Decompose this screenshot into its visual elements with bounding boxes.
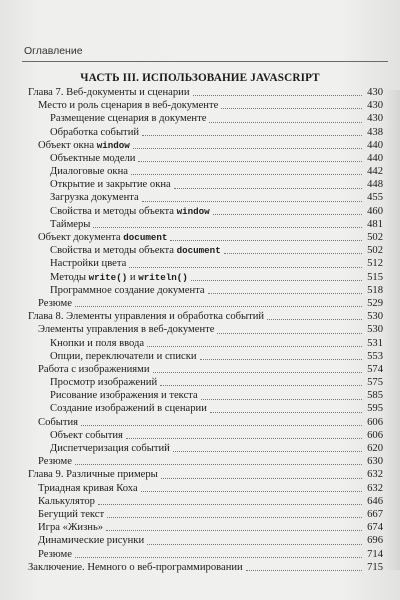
dot-leader — [147, 544, 362, 545]
toc-page-number: 460 — [367, 205, 383, 217]
toc-entry-title: Игра «Жизнь» — [38, 522, 104, 534]
toc-entry — [28, 112, 383, 125]
running-header: Оглавление — [24, 45, 83, 57]
toc-entry — [28, 534, 383, 547]
toc-page-number: 630 — [367, 456, 383, 468]
dot-leader — [75, 306, 362, 307]
toc-page-number: 518 — [367, 284, 383, 296]
dot-leader — [153, 372, 362, 373]
toc-entry — [28, 165, 383, 178]
page-edge-shadow — [384, 90, 400, 570]
dot-leader — [106, 530, 362, 531]
toc-entry-title: Свойства и методы объекта window — [50, 205, 210, 217]
toc-entry — [28, 508, 383, 521]
toc-entry-title: Таймеры — [50, 218, 91, 230]
dot-leader — [161, 478, 362, 479]
toc-entry-title: Объект события — [50, 429, 123, 441]
toc-entry — [28, 482, 383, 495]
toc-entry — [28, 192, 383, 205]
dot-leader — [129, 267, 362, 268]
toc-page-number: 430 — [367, 100, 383, 112]
part-title: ЧАСТЬ III. ИСПОЛЬЗОВАНИЕ JAVASCRIPT — [80, 72, 320, 84]
toc-entry — [28, 376, 383, 389]
toc-entry — [28, 363, 383, 376]
toc-page-number: 438 — [367, 126, 383, 138]
toc-entry-title: Объектные модели — [50, 152, 136, 164]
toc-entry-title: Калькулятор — [38, 495, 95, 507]
dot-leader — [147, 346, 362, 347]
toc-page-number: 530 — [367, 324, 383, 336]
toc-entry-title: Динамические рисунки — [38, 535, 145, 547]
toc-entry-title: Работа с изображениями — [38, 363, 150, 375]
toc-entry — [28, 152, 383, 165]
toc-page-number: 632 — [367, 482, 383, 494]
toc-page-number: 714 — [367, 548, 383, 560]
toc-entry — [28, 178, 383, 191]
toc-page-number: 606 — [367, 416, 383, 428]
toc-entry-title: Программное создание документа — [50, 284, 205, 296]
toc-entry — [28, 284, 383, 297]
toc-entry-title: Диспетчеризация событий — [50, 443, 170, 455]
toc-page-number: 455 — [367, 192, 383, 204]
toc-entry-title: Бегущий текст — [38, 508, 105, 520]
dot-leader — [191, 280, 362, 281]
toc-entry-title: Резюме — [38, 297, 72, 309]
toc-page-number: 667 — [367, 508, 383, 520]
toc-entry — [28, 231, 383, 244]
toc-entry-title: Опции, переключатели и списки — [50, 350, 197, 362]
toc-page-number: 440 — [367, 152, 383, 164]
toc-entry-title: Заключение. Немного о веб-программировании — [28, 561, 243, 573]
toc-page-number: 430 — [367, 113, 383, 125]
dot-leader — [174, 188, 362, 189]
toc-entry — [28, 86, 383, 99]
toc-page-number: 442 — [367, 166, 383, 178]
dot-leader — [142, 201, 362, 202]
toc-entry — [28, 139, 383, 152]
toc-page-number: 620 — [367, 443, 383, 455]
toc-page-number: 502 — [367, 245, 383, 257]
toc-entry — [28, 297, 383, 310]
toc-entry — [28, 561, 383, 574]
toc-entry — [28, 548, 383, 561]
dot-leader — [213, 214, 362, 215]
toc-entry-title: Открытие и закрытие окна — [50, 179, 171, 191]
dot-leader — [107, 517, 362, 518]
dot-leader — [133, 148, 362, 149]
toc-page-number: 575 — [367, 377, 383, 389]
toc-entry — [28, 521, 383, 534]
toc-page-number: 512 — [367, 258, 383, 270]
dot-leader — [173, 451, 362, 452]
toc-entry — [28, 442, 383, 455]
toc-page-number: 674 — [367, 522, 383, 534]
toc-entry-title: Объект окна window — [38, 139, 130, 151]
toc-page-number: 440 — [367, 139, 383, 151]
dot-leader — [221, 108, 362, 109]
dot-leader — [217, 333, 362, 334]
toc-entry — [28, 244, 383, 257]
toc-page-number: 448 — [367, 179, 383, 191]
toc-entry-title: Методы write() и writeln() — [50, 271, 188, 283]
toc-entry — [28, 257, 383, 270]
toc-page-number: 715 — [367, 561, 383, 573]
toc-entry — [28, 429, 383, 442]
toc-entry — [28, 389, 383, 402]
toc-entry — [28, 218, 383, 231]
toc-entry-title: Глава 8. Элементы управления и обработка событий — [28, 311, 265, 323]
toc-entry-title: Настройки цвета — [50, 258, 127, 270]
toc-entry-title: Кнопки и поля ввода — [50, 337, 145, 349]
dot-leader — [193, 95, 362, 96]
dot-leader — [126, 438, 362, 439]
dot-leader — [209, 122, 362, 123]
toc-entry — [28, 455, 383, 468]
toc-entry — [28, 323, 383, 336]
dot-leader — [201, 399, 362, 400]
toc-page-number: 530 — [367, 311, 383, 323]
dot-leader — [210, 412, 362, 413]
header-rule — [22, 61, 388, 62]
dot-leader — [138, 161, 362, 162]
toc-entry-title: Рисование изображения и текста — [50, 390, 198, 402]
dot-leader — [131, 174, 362, 175]
dot-leader — [142, 135, 362, 136]
toc-entry-title: Элементы управления в веб-документе — [38, 324, 215, 336]
toc-entry — [28, 99, 383, 112]
dot-leader — [81, 425, 362, 426]
dot-leader — [93, 227, 362, 228]
dot-leader — [208, 293, 362, 294]
toc-entry — [28, 271, 383, 284]
toc-page-number: 646 — [367, 495, 383, 507]
toc-page-number: 553 — [367, 350, 383, 362]
toc-entry — [28, 205, 383, 218]
toc-entry-title: Размещение сценария в документе — [50, 113, 207, 125]
toc-entry — [28, 468, 383, 481]
toc-page-number: 696 — [367, 535, 383, 547]
toc-entry-title: Объект документа document — [38, 232, 168, 244]
dot-leader — [141, 491, 362, 492]
toc-page-number: 574 — [367, 363, 383, 375]
toc-entry-title: Создание изображений в сценарии — [50, 403, 207, 415]
toc-entry — [28, 416, 383, 429]
toc-entry-title: Диалоговые окна — [50, 166, 128, 178]
toc-page-number: 585 — [367, 390, 383, 402]
dot-leader — [170, 240, 362, 241]
toc-page-number: 529 — [367, 297, 383, 309]
toc-entry — [28, 337, 383, 350]
table-of-contents — [28, 86, 383, 574]
toc-entry — [28, 310, 383, 323]
toc-entry-title: Загрузка документа — [50, 192, 139, 204]
toc-page-number: 430 — [367, 86, 383, 98]
toc-entry-title: Глава 9. Различные примеры — [28, 469, 158, 481]
toc-entry-title: Глава 7. Веб-документы и сценарии — [28, 86, 190, 98]
toc-entry-title: Место и роль сценария в веб-документе — [38, 100, 219, 112]
dot-leader — [75, 557, 362, 558]
dot-leader — [200, 359, 362, 360]
toc-entry-title: Свойства и методы объекта document — [50, 245, 221, 257]
dot-leader — [160, 385, 362, 386]
toc-entry — [28, 126, 383, 139]
toc-entry-title: События — [38, 416, 79, 428]
toc-entry-title: Резюме — [38, 548, 72, 560]
toc-page-number: 595 — [367, 403, 383, 415]
toc-entry-title: Резюме — [38, 456, 72, 468]
toc-page-number: 531 — [367, 337, 383, 349]
toc-page-number: 481 — [367, 218, 383, 230]
dot-leader — [75, 464, 362, 465]
toc-page-number: 632 — [367, 469, 383, 481]
toc-entry-title: Обработка событий — [50, 126, 140, 138]
toc-page-number: 502 — [367, 232, 383, 244]
toc-page-number: 606 — [367, 429, 383, 441]
toc-entry-title: Триадная кривая Коха — [38, 482, 138, 494]
dot-leader — [267, 319, 362, 320]
toc-page-number: 515 — [367, 271, 383, 283]
dot-leader — [98, 504, 362, 505]
toc-entry — [28, 495, 383, 508]
dot-leader — [224, 253, 362, 254]
dot-leader — [246, 570, 362, 571]
toc-entry — [28, 403, 383, 416]
toc-entry — [28, 350, 383, 363]
toc-entry-title: Просмотр изображений — [50, 377, 158, 389]
